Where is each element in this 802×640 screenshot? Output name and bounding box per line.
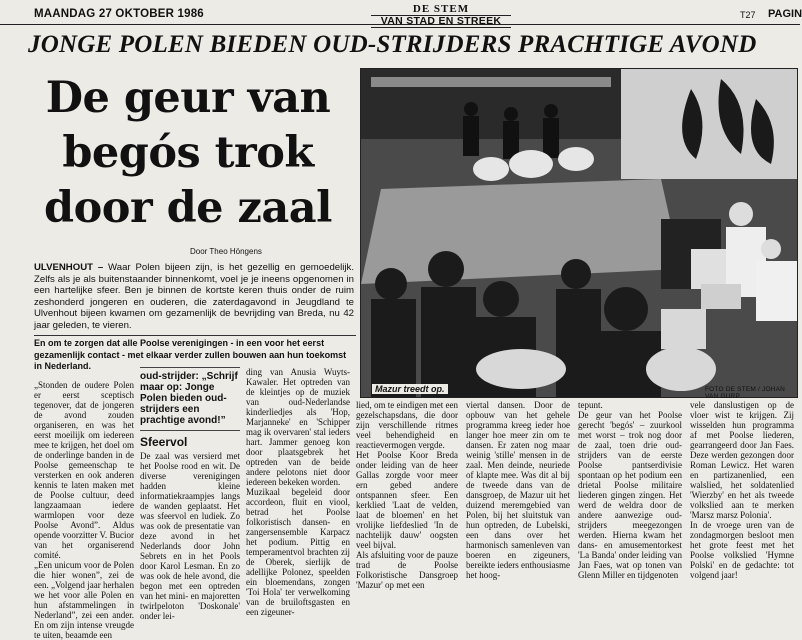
intertitle: Sfeervol — [140, 435, 188, 449]
body-column-6 — [578, 400, 682, 580]
body-column-5 — [466, 400, 570, 580]
body-column-2 — [140, 367, 240, 621]
headline-line: begós trok — [62, 128, 314, 178]
page-number: T27 — [740, 10, 756, 20]
column-text: tepunt. De geur van het Poolse gerecht 'begós' – zuurkool met worst – trok nog door de zaal, toen drie oud-strijders van de eerste Poolse pantserdivisie spontaan op het podium een drietal Poolse militaire liederen gingen zingen. Het werd de weldra door de andere aanwezige oud-strijders meegezongen werden. Hierna kwam het dans- en amusementorkest 'La Banda' onder leiding van Jan Faes, wat op tonen van Glenn Miller en tijdgenoten — [578, 400, 682, 580]
dateline: ULVENHOUT – — [34, 262, 104, 273]
dance-photo — [360, 68, 798, 398]
kicker-headline: JONGE POLEN BIEDEN OUD-STRIJDERS PRACHTIGE AVOND — [28, 31, 757, 58]
intro-paragraph — [34, 262, 354, 331]
headline-line: door de zaal — [44, 183, 332, 233]
column-text: ding van Anusia Wuyts-Kawaler. Het optreden van de kleintjes op de muziek van oud-Nederlandse kinderliedjes als 'Hop, Marjanneke' en 'Schipper mag ik overvaren' stal ieders hart. Jammer genoeg kon door plaatsgebrek het optreden van de beide andere pelotons niet door iedereen bekeken worden. Muzikaal begeleid door accordeon, fluit en viool, betrad het Poolse folkoristisch dansen- en zangersensemble Karpacz het podium. Pittig en temperamentvol brachten zij de Oberek, sierlijk de adellijke Polonez, speelden ein bloemendans, zongen 'Toi Hola' ter verwelkoming van de bruiloftsgasten en een zigeuner- — [246, 367, 350, 617]
headline-line: De geur van — [45, 73, 331, 123]
photo-caption: Mazur treedt op. — [372, 384, 448, 394]
body-column-7 — [690, 400, 794, 580]
pull-quote: oud-strijder: „Schrijf maar op: Jonge Polen bieden oud-strijders een prachtige avond!” — [140, 367, 240, 431]
byline: Door Theo Höngens — [190, 247, 262, 256]
column-text: De zaal was versierd met het Poolse rood en wit. De diverse verenigingen hadden kleine informatiekraampjes langs de wanden geplaatst. Het was sfeervol en ludiek. Zo was ook de presentatie van deze avond in het Nederlands door John Sebrets en in het Pools door Karol Lesman. En zo was ook de hele avond, die begon met een optreden van het mini- en majoretten twirlpeloton 'Doskonale' onder lei- — [140, 451, 240, 621]
masthead — [0, 0, 800, 25]
column-text: „Stonden de oudere Polen er eerst sceptisch tegenover, dat de jongeren de avond zouden organiseren, en was het eerst moeilijk om iedereen mee te krijgen, het doel om de onderlinge banden in de Poolse gemeenschap te versterken en ook anderen kennis te laten maken met de Poolse cultuur, deed langzaamaan iedere warmlopen voor deze Poolse Avond”. Aldus opende voorzitter V. Bucior van het organiserend comité. „Een unicum voor de Polen die hier wonen”, zei de een. „Volgend jaar herhalen we het voor alle Polen en hun afstammelingen in Nederland”, zei een ander. En om zijn intense vreugde te uiten, beaamde een — [34, 380, 134, 640]
intro-text: Waar Polen bijeen zijn, is het gezellig en gemoedelijk. Zelfs als je als buitenstaander binnenkomt, voel je je ineens opgenomen in een hartelijke sfeer. Ben je binnen de kortste keren thuis onder de ruim zeshonderd jongeren en ouderen, die zaterdagavond in Jeugdland te Ulvenhout bijeen kwamen om gezamenlijk de bevrijding van Breda, nu 42 jaar geleden, te vieren. — [34, 262, 354, 331]
body-column-4 — [356, 400, 458, 590]
body-column-1 — [34, 380, 134, 640]
body-column-3 — [246, 367, 350, 617]
page-label: PAGIN — [768, 8, 802, 20]
column-text: vele danslustigen op de vloer wist te krijgen. Zij wisselden hun programma af met Poolse liederen, gearrangeerd door Jan Faes. Deze werden gezongen door Roman Lewicz. Het waren en partizanenlied, een walslied, het soldatenlied 'Wierzby' en het als tweede volkslied aan te merken 'Marsz marsz Polonia'. In de vroege uren van de zondagmorgen besloot men het grote feest met het Poolse volkslied 'Hymne Polski' en de gedachte: tot volgend jaar! — [690, 400, 794, 580]
section-banner — [371, 4, 511, 28]
deck-subhead: En om te zorgen dat alle Poolse verenigingen - in een voor het eerst gezamenlijk contact - met elkaar verder zullen bouwen aan hun toekomst in Nederland. — [34, 335, 356, 373]
paper-name: DE STEM — [412, 3, 470, 15]
issue-date: MAANDAG 27 OKTOBER 1986 — [34, 8, 204, 20]
column-text: viertal dansen. Door de opbouw van het gehele programma kreeg ieder hoe langer hoe meer zin om te dansen. Er zaten nog maar weinig 'stille' mensen in de zaal. Men deinde, neuriede of klapte mee. Was dit al bij de tweede dans van de dansgroep, de Mazur uit het duizend meremgebied van Polen, bij het sluitstuk van hun optreden, de Lubelski, een dans over het harmonisch samenleven van boeren en zigeuners, bereikte ieders enthousiasme het hoog- — [466, 400, 570, 580]
photo-credit: FOTO DE STEM / JOHAN VAN GURP — [705, 386, 786, 400]
column-text: lied, om te eindigen met een gezelschapsdans, die door zijn verschillende ritmes veel behendigheid en reactievermogen vergde. Het Poolse Koor Breda onder leiding van de heer Gallas zorgde voor meer ern gebed andere ontspannen sfeer. Een kerklied 'Laat de velden, laat de bloemen' en het vrolijke liefdeslied 'In de nachtelijk dauw' oogsten veel bijval. Als afsluiting voor de pauze trad de Poolse Folkoristische Dansgroep 'Mazur' op met een — [356, 400, 458, 590]
headline — [28, 71, 348, 236]
section-name: VAN STAD EN STREEK — [371, 15, 511, 28]
